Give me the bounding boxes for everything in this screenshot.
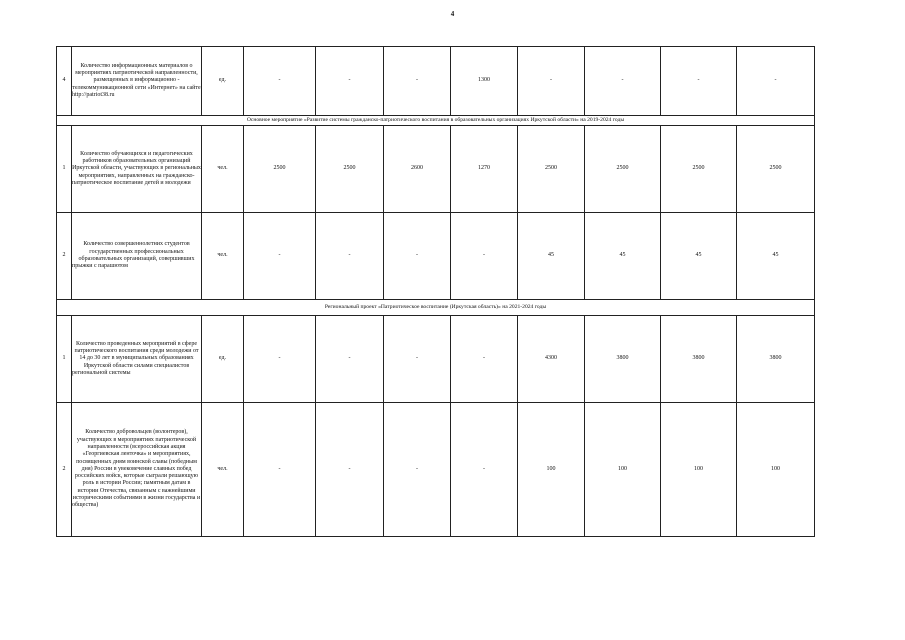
page-number: 4	[450, 10, 455, 18]
table-row	[57, 316, 815, 403]
value-cell: 2500	[661, 126, 737, 213]
value-cell: 2500	[244, 126, 316, 213]
value-cell: 1300	[451, 47, 518, 116]
value-cell: 100	[518, 403, 585, 537]
unit-cell: чел.	[202, 126, 244, 213]
row-number: 2	[57, 403, 72, 537]
value-cell: 3800	[585, 316, 661, 403]
value-cell: -	[585, 47, 661, 116]
table-row	[57, 126, 815, 213]
value-cell: -	[244, 316, 316, 403]
section-row	[57, 116, 815, 126]
indicator-name: Количество добровольцев (волонтеров), участвующих в мероприятиях патриотической направленности (всероссийская акция «Георгиевская ленточка» и мероприятиях, посвященных дням воинской славы (победным дня) России в увековечение славных побед российских войск, которые сыграли решающую роль в истории России; памятным датам в истории Отечества, связанным с важнейшими историческими событиями в жизни государства и общества)	[72, 403, 202, 537]
value-cell: -	[384, 213, 451, 300]
value-cell: -	[316, 316, 384, 403]
value-cell: -	[244, 403, 316, 537]
value-cell: -	[244, 213, 316, 300]
value-cell: -	[384, 403, 451, 537]
section-row	[57, 300, 815, 316]
value-cell: -	[661, 47, 737, 116]
section-title: Основное мероприятие «Развитие системы гражданско-патриотического воспитания в образовательных организациях Иркутской области» на 2019-2024 годы	[57, 116, 815, 126]
value-cell: 4300	[518, 316, 585, 403]
table-row	[57, 47, 815, 116]
table-row	[57, 213, 815, 300]
value-cell: 2500	[316, 126, 384, 213]
indicator-name: Количество проведенных мероприятий в сфере патриотического воспитания среди молодежи от 14 до 30 лет в муниципальных образованиях Иркутской области силами специалистов региональной системы	[72, 316, 202, 403]
value-cell: 45	[661, 213, 737, 300]
indicator-name: Количество обучающихся и педагогических работников образовательных организаций Иркутской области, участвующих в региональных мероприятиях, направленных на гражданско-патриотическое воспитание детей и молодежи	[72, 126, 202, 213]
value-cell: 2600	[384, 126, 451, 213]
value-cell: 45	[585, 213, 661, 300]
value-cell: -	[316, 213, 384, 300]
unit-cell: чел.	[202, 403, 244, 537]
table-row	[57, 403, 815, 537]
value-cell: 3800	[661, 316, 737, 403]
indicator-name: Количество информационных материалов о мероприятиях патриотической направленности, размещенных в информационно - телекоммуникационной сети «Интернет» на сайте http://patriot38.ru	[72, 47, 202, 116]
value-cell: -	[518, 47, 585, 116]
unit-cell: ед.	[202, 316, 244, 403]
value-cell: -	[451, 403, 518, 537]
row-number: 1	[57, 316, 72, 403]
value-cell: -	[451, 213, 518, 300]
value-cell: -	[737, 47, 815, 116]
value-cell: 45	[737, 213, 815, 300]
value-cell: -	[384, 316, 451, 403]
value-cell: 3800	[737, 316, 815, 403]
unit-cell: чел.	[202, 213, 244, 300]
value-cell: -	[316, 47, 384, 116]
value-cell: -	[451, 316, 518, 403]
row-number: 4	[57, 47, 72, 116]
row-number: 1	[57, 126, 72, 213]
value-cell: 45	[518, 213, 585, 300]
indicators-table	[56, 46, 815, 537]
value-cell: 100	[585, 403, 661, 537]
value-cell: -	[384, 47, 451, 116]
value-cell: 2500	[518, 126, 585, 213]
value-cell: -	[316, 403, 384, 537]
value-cell: 100	[661, 403, 737, 537]
value-cell: 2500	[737, 126, 815, 213]
value-cell: 100	[737, 403, 815, 537]
unit-cell: ед.	[202, 47, 244, 116]
value-cell: 1270	[451, 126, 518, 213]
value-cell: 2500	[585, 126, 661, 213]
row-number: 2	[57, 213, 72, 300]
indicator-name: Количество совершеннолетних студентов государственных профессиональных образовательных организаций, совершивших прыжки с парашютом	[72, 213, 202, 300]
value-cell: -	[244, 47, 316, 116]
section-title: Региональный проект «Патриотическое воспитание (Иркутская область)» на 2021-2024 годы	[57, 300, 815, 316]
